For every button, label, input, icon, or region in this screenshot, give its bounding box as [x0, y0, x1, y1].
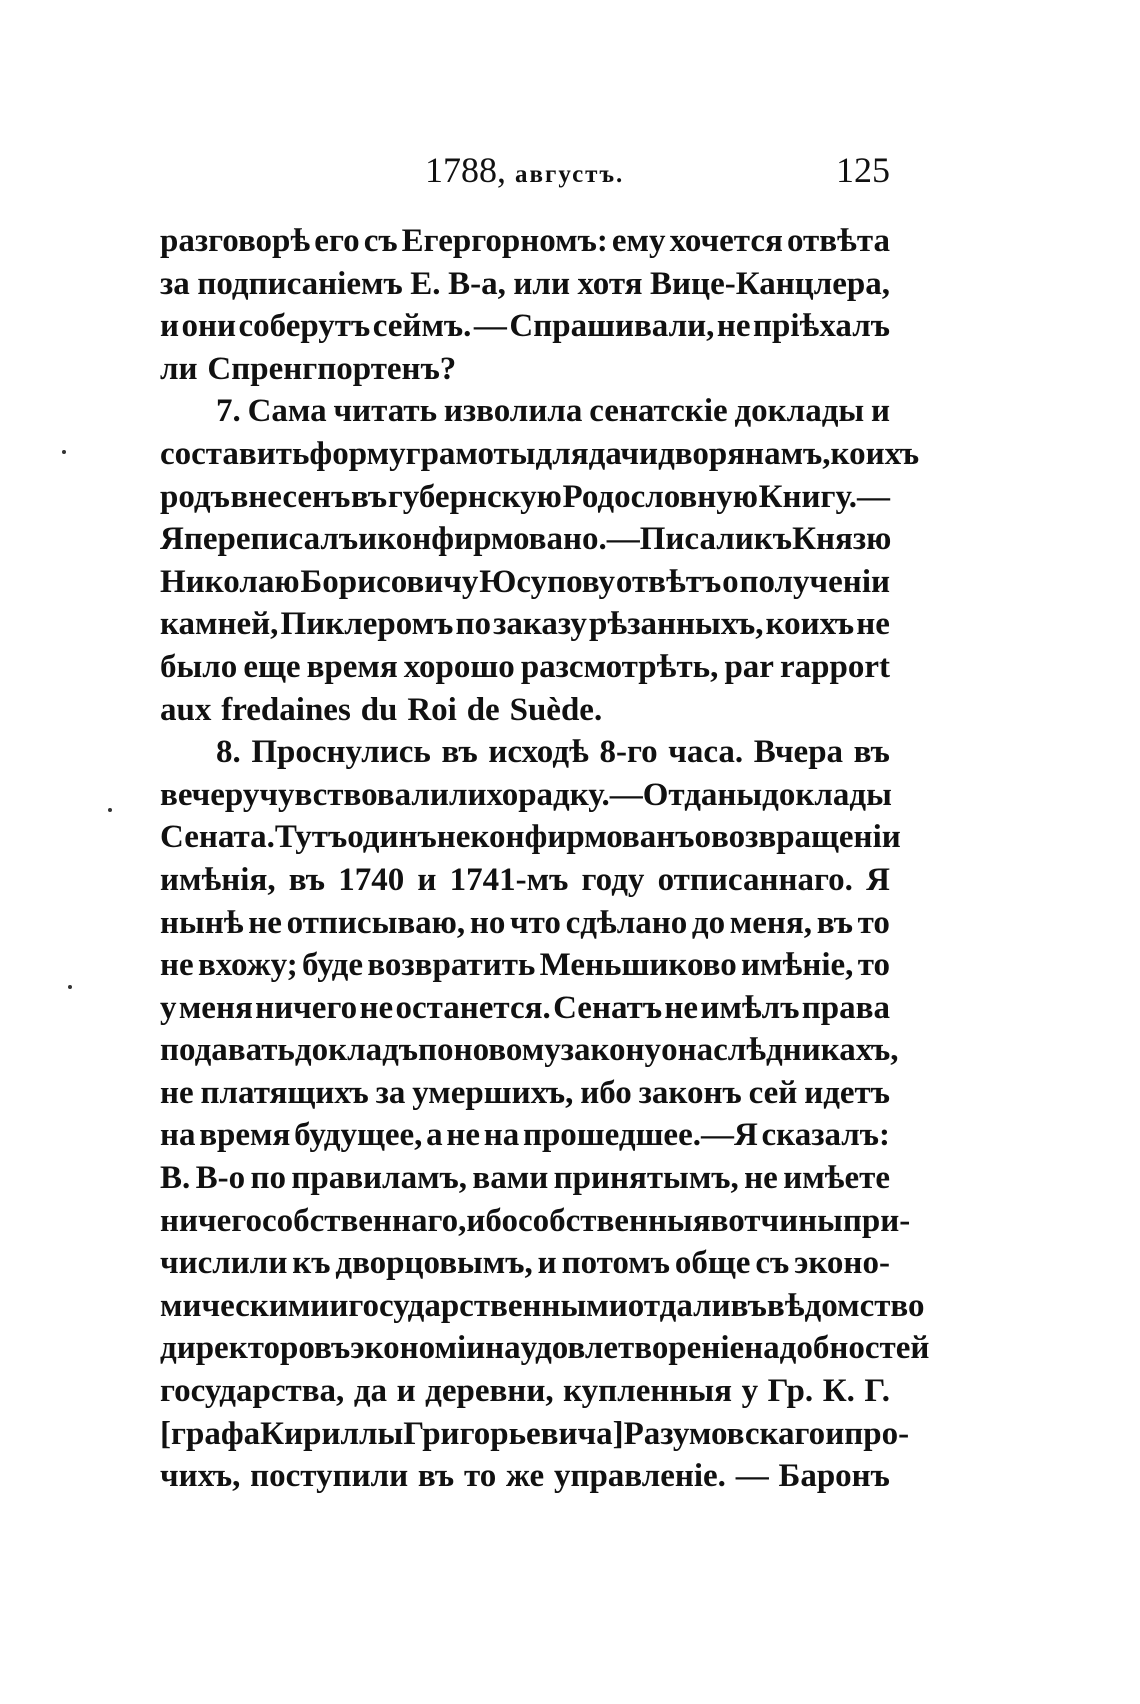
- word: fredaines: [221, 691, 351, 728]
- word: Г.: [864, 1373, 890, 1410]
- word: то: [857, 947, 890, 984]
- header-year: 1788,: [425, 150, 506, 190]
- word: было: [160, 648, 238, 685]
- word: буде: [302, 947, 364, 984]
- word: не: [664, 989, 699, 1026]
- text-line: [160, 1200, 911, 1243]
- word: Григорьевича]: [403, 1415, 624, 1452]
- word: они: [181, 308, 237, 345]
- word: подавать: [160, 1032, 295, 1069]
- word: вечеру: [160, 776, 260, 813]
- word: Разумовскаго: [623, 1415, 826, 1452]
- word: что: [510, 904, 561, 941]
- word: имѣлъ: [700, 989, 800, 1026]
- word: Егергорномъ:: [401, 223, 608, 259]
- word: читать: [333, 393, 438, 430]
- word: въ: [853, 734, 890, 771]
- word: конфирмованъ: [470, 819, 695, 856]
- word: отписываю,: [286, 904, 466, 941]
- word: не: [160, 947, 194, 984]
- word: Сенатъ: [553, 989, 663, 1026]
- word: о: [661, 1032, 678, 1069]
- word: на: [485, 1330, 521, 1367]
- word: ничего: [255, 989, 358, 1026]
- word: по: [418, 1032, 454, 1069]
- word: директоровъ: [160, 1330, 351, 1367]
- word: у: [741, 1373, 759, 1410]
- word: Спрашивали,: [509, 308, 715, 345]
- word: грамоты: [405, 435, 536, 472]
- word: то: [463, 1458, 497, 1495]
- word: наслѣдникахъ,: [677, 1032, 899, 1069]
- word: не: [248, 904, 282, 941]
- word: рѣзанныхъ,: [589, 606, 764, 643]
- margin-speck: [68, 985, 72, 989]
- word: въ: [350, 478, 388, 515]
- word: В-а,: [448, 265, 506, 302]
- word: хорошо: [403, 648, 515, 685]
- word: за: [375, 1074, 406, 1111]
- word: сеймъ.: [372, 308, 472, 345]
- word: вами: [472, 1160, 549, 1197]
- word: на: [483, 1117, 520, 1154]
- word: время: [306, 648, 398, 685]
- word: нынѣ: [160, 904, 244, 941]
- text-line: [160, 348, 890, 391]
- word: Е.: [410, 265, 441, 302]
- text-line: [160, 305, 890, 348]
- word: то: [857, 904, 890, 941]
- word: родъ: [160, 478, 230, 515]
- word: изволила: [443, 393, 583, 430]
- word: 8.: [216, 734, 241, 771]
- word: же: [506, 1458, 545, 1495]
- word: не: [744, 1160, 778, 1197]
- text-line: [160, 902, 890, 945]
- word: съ: [363, 223, 398, 259]
- word: коихъ: [830, 435, 920, 472]
- word: по: [250, 1160, 286, 1197]
- word: форму: [309, 435, 406, 472]
- word: Вчера: [753, 734, 844, 771]
- word: соберутъ: [238, 308, 371, 345]
- word: aux: [160, 691, 212, 728]
- word: докладъ: [294, 1032, 419, 1069]
- word: поступили: [250, 1458, 409, 1495]
- word: по: [455, 606, 491, 643]
- word: —: [609, 776, 643, 813]
- word: новому: [453, 1032, 561, 1069]
- word: еще: [243, 648, 301, 685]
- word: Гр.: [767, 1373, 814, 1410]
- word: 1740: [338, 861, 405, 898]
- word: государственными: [348, 1287, 628, 1324]
- word: сей: [748, 1074, 798, 1111]
- word: права: [801, 989, 890, 1026]
- word: съ: [755, 1245, 790, 1282]
- text-line: [160, 1327, 930, 1370]
- word: къ: [753, 521, 793, 558]
- word: идетъ: [804, 1074, 890, 1111]
- word: для: [535, 435, 589, 472]
- word: мическими: [160, 1287, 330, 1324]
- text-line: [160, 603, 890, 646]
- word: Князю: [792, 521, 892, 558]
- word: Проснулись: [251, 734, 431, 771]
- word: экономіи: [350, 1330, 486, 1367]
- word: за: [160, 265, 190, 302]
- word: въ: [417, 1458, 455, 1495]
- text-line: [160, 731, 890, 774]
- word: исходѣ: [488, 734, 589, 771]
- word: вѣдомство: [766, 1287, 925, 1324]
- word: полученіи: [739, 563, 890, 600]
- word: коихъ: [765, 606, 855, 643]
- word: или: [513, 265, 570, 302]
- word: время: [199, 1117, 291, 1154]
- word: да: [353, 1373, 388, 1410]
- word: будущее,: [294, 1117, 423, 1154]
- word: Книгу.—: [758, 478, 890, 515]
- word: Меньшиково: [539, 947, 737, 984]
- text-line: [160, 1285, 925, 1328]
- word: имѣніе,: [741, 947, 854, 984]
- word: принятымъ,: [553, 1160, 739, 1197]
- text-line: [160, 859, 890, 902]
- word: у: [160, 989, 177, 1026]
- word: Suède.: [509, 691, 603, 728]
- word: чувствовали: [259, 776, 449, 813]
- word: отдали: [627, 1287, 731, 1324]
- word: Я: [866, 861, 890, 898]
- word: эконо-: [794, 1245, 890, 1282]
- body-text: [160, 220, 930, 1498]
- text-line: [160, 476, 890, 519]
- word: и: [358, 521, 378, 558]
- word: Roi: [407, 691, 457, 728]
- word: платящихъ: [200, 1074, 369, 1111]
- word: собственнаго,: [261, 1202, 467, 1239]
- word: при-: [842, 1202, 911, 1239]
- word: [графа: [160, 1415, 261, 1452]
- word: Тутъ: [274, 819, 348, 856]
- word: отписаннаго.: [657, 861, 853, 898]
- text-line: [160, 1114, 890, 1157]
- word: и: [396, 1373, 416, 1410]
- word: Сената.: [160, 819, 275, 856]
- word: Отданы: [642, 776, 763, 813]
- text-line: [160, 689, 890, 732]
- word: rapport: [780, 648, 890, 685]
- word: Спренгпортенъ?: [207, 350, 457, 387]
- margin-speck: [108, 808, 112, 812]
- word: имѣете: [783, 1160, 890, 1197]
- word: отвѣтъ: [615, 563, 722, 600]
- word: лихорадку.: [448, 776, 610, 813]
- word: du: [360, 691, 398, 728]
- word: чихъ,: [160, 1458, 241, 1495]
- word: въ: [730, 1287, 767, 1324]
- word: и: [417, 861, 437, 898]
- word: вхожу;: [197, 947, 298, 984]
- running-title: [425, 148, 624, 197]
- word: заказу: [493, 606, 587, 643]
- word: въ: [816, 904, 853, 941]
- word: Пиклеромъ: [280, 606, 454, 643]
- word: надобностей: [744, 1330, 930, 1367]
- word: а: [426, 1117, 443, 1154]
- word: —: [735, 1458, 769, 1495]
- word: о: [722, 563, 739, 600]
- word: разговорѣ: [160, 223, 311, 259]
- word: подписаніемъ: [197, 265, 403, 302]
- word: вотчины: [710, 1202, 843, 1239]
- word: возвращеніи: [711, 819, 901, 856]
- word: дворцовымъ,: [335, 1245, 533, 1282]
- word: потомъ: [561, 1245, 671, 1282]
- word: отвѣта: [786, 223, 890, 259]
- word: меня: [178, 989, 253, 1026]
- word: разсмотрѣть,: [520, 648, 719, 685]
- word: de: [466, 691, 500, 728]
- word: пріѣхалъ: [753, 308, 890, 345]
- word: собственныя: [517, 1202, 711, 1239]
- word: 8-го: [599, 734, 658, 771]
- word: про-: [844, 1415, 910, 1452]
- word: управленіе.: [553, 1458, 726, 1495]
- word: останется.: [395, 989, 551, 1026]
- text-line: [160, 987, 890, 1030]
- page-number: 125: [836, 150, 890, 190]
- word: par: [724, 648, 774, 685]
- word: деревни,: [425, 1373, 554, 1410]
- word: правиламъ,: [291, 1160, 468, 1197]
- word: доклады: [762, 776, 892, 813]
- word: не: [436, 819, 471, 856]
- text-line: [160, 433, 920, 476]
- text-line: [160, 1370, 890, 1413]
- header-month: августъ.: [515, 161, 625, 188]
- word: ибо: [466, 1202, 518, 1239]
- word: ему: [611, 223, 666, 259]
- word: доклады: [734, 393, 865, 430]
- text-line: [160, 774, 890, 817]
- word: ли: [160, 350, 198, 387]
- word: не: [359, 989, 394, 1026]
- word: меня,: [729, 904, 813, 941]
- word: не: [160, 1074, 194, 1111]
- text-line: [160, 816, 901, 859]
- word: Кириллы: [260, 1415, 404, 1452]
- text-line: [160, 263, 890, 306]
- word: хотя: [577, 265, 643, 302]
- text-line: [160, 1413, 910, 1456]
- word: конфирмовано.—Писали: [377, 521, 754, 558]
- word: ничего: [160, 1202, 262, 1239]
- word: къ: [292, 1245, 331, 1282]
- word: умершихъ,: [412, 1074, 574, 1111]
- word: возвратить: [367, 947, 536, 984]
- word: камней,: [160, 606, 279, 643]
- word: К.: [822, 1373, 855, 1410]
- word: Борисовичу: [300, 563, 479, 600]
- word: и: [537, 1245, 557, 1282]
- word: въ: [441, 734, 478, 771]
- text-line: [160, 518, 890, 561]
- word: часа.: [668, 734, 744, 771]
- word: въ: [288, 861, 326, 898]
- word: законъ: [638, 1074, 742, 1111]
- word: —: [473, 308, 507, 345]
- word: Родословную: [562, 478, 758, 515]
- word: ибо: [580, 1074, 632, 1111]
- word: и: [160, 308, 180, 345]
- word: Я: [160, 521, 184, 558]
- word: прошедшее.—Я: [522, 1117, 758, 1154]
- word: переписалъ: [183, 521, 359, 558]
- word: закону: [560, 1032, 662, 1069]
- word: составить: [160, 435, 310, 472]
- word: имѣнія,: [160, 861, 276, 898]
- word: удовлетвореніе: [520, 1330, 745, 1367]
- word: обще: [674, 1245, 751, 1282]
- text-line: [160, 220, 890, 263]
- word: внесенъ: [230, 478, 351, 515]
- text-line: [160, 1242, 890, 1285]
- word: году: [581, 861, 645, 898]
- word: 1741-мъ: [449, 861, 569, 898]
- text-line: [160, 390, 890, 433]
- word: сдѣлано: [565, 904, 688, 941]
- word: В.: [160, 1160, 191, 1197]
- word: 7.: [216, 393, 241, 430]
- word: дачи: [588, 435, 659, 472]
- word: губернскую: [387, 478, 562, 515]
- text-line: [160, 1455, 890, 1498]
- word: о: [694, 819, 712, 856]
- text-line: [160, 646, 890, 689]
- word: и: [329, 1287, 349, 1324]
- text-line: [160, 944, 890, 987]
- word: сказалъ:: [761, 1117, 890, 1154]
- word: купленныя: [563, 1373, 733, 1410]
- word: и: [870, 393, 890, 430]
- word: не: [716, 308, 751, 345]
- word: хочется: [669, 223, 783, 259]
- word: В-о: [195, 1160, 246, 1197]
- word: на: [160, 1117, 196, 1154]
- text-line: [160, 1029, 899, 1072]
- word: Николаю: [160, 563, 300, 600]
- word: не: [446, 1117, 480, 1154]
- text-line: [160, 1072, 890, 1115]
- text-line: [160, 561, 890, 604]
- page-header: [160, 148, 890, 192]
- word: числили: [160, 1245, 288, 1282]
- word: и: [825, 1415, 845, 1452]
- word: его: [314, 223, 360, 259]
- word: до: [691, 904, 726, 941]
- word: Юсупову: [479, 563, 616, 600]
- word: государства,: [160, 1373, 345, 1410]
- word: но: [469, 904, 506, 941]
- text-line: [160, 1157, 890, 1200]
- word: одинъ: [347, 819, 437, 856]
- word: сенатскіе: [589, 393, 728, 430]
- word: Баронъ: [778, 1458, 890, 1495]
- word: Вице-Канцлера,: [650, 265, 890, 302]
- word: дворянамъ,: [658, 435, 831, 472]
- word: Сама: [247, 393, 327, 430]
- margin-speck: [62, 450, 66, 454]
- word: не: [856, 606, 890, 643]
